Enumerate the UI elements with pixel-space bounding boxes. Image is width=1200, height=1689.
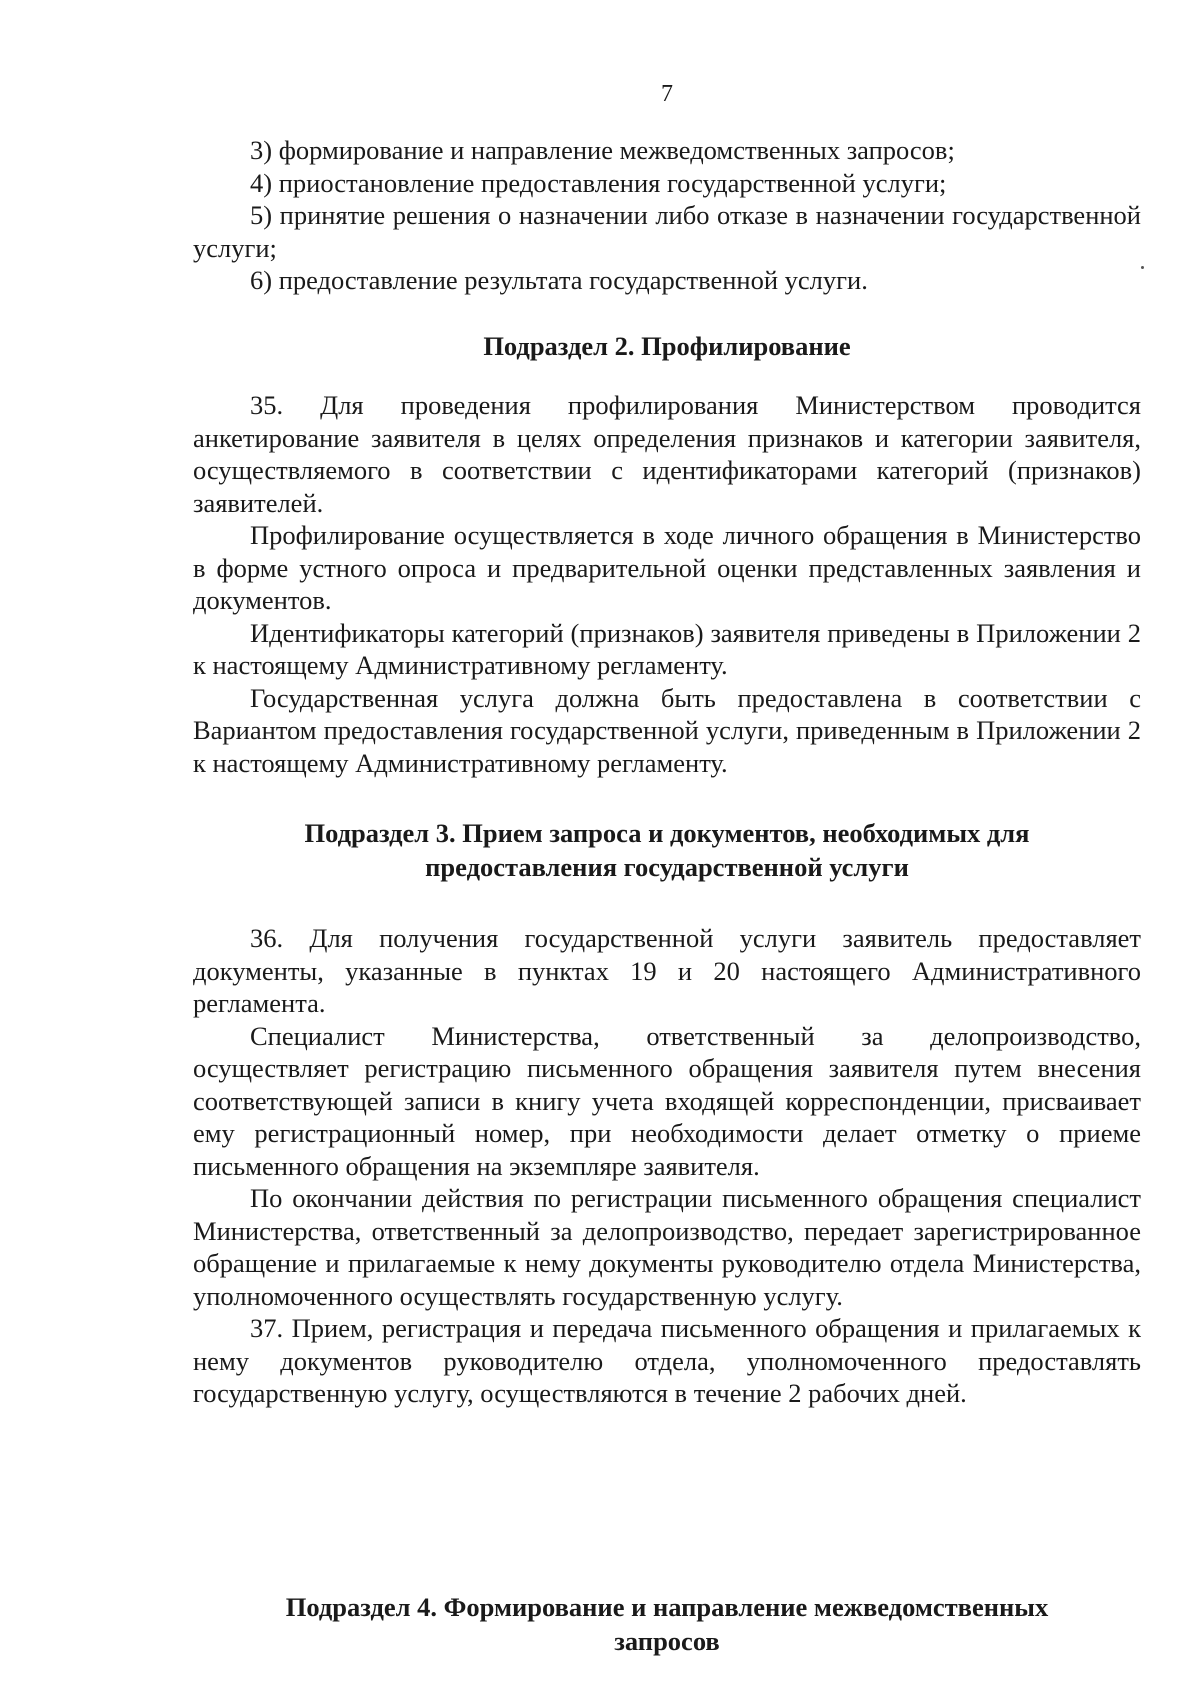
list-item: 5) принятие решения о назначении либо отказе в назначении государственной услуги; — [193, 200, 1141, 263]
procedure-list — [193, 134, 1141, 297]
subsection-4-heading — [193, 1590, 1141, 1658]
paragraph: Профилирование осуществляется в ходе личного обращения в Министерство в форме устного опроса и предварительной оценки представленных заявления и документов. — [193, 520, 1141, 615]
list-item: 4) приостановление предоставления государственной услуги; — [250, 167, 947, 198]
paragraph: 35. Для проведения профилирования Министерством проводится анкетирование заявителя в целях определения признаков и категории заявителя, осуществляемого в соответствии с идентификаторами категорий (признаков) заявителей. — [193, 390, 1141, 518]
subsection-2-heading — [193, 329, 1141, 363]
paragraph: По окончании действия по регистрации письменного обращения специалист Министерства, ответственный за делопроизводство, передает зарегистрированное обращение и прилагаемые к нему документы руководителю отдела Министерства, уполномоченного осуществлять государственную услугу. — [193, 1183, 1141, 1311]
paragraph: Государственная услуга должна быть предоставлена в соответствии с Вариантом предоставления государственной услуги, приведенным в Приложении 2 к настоящему Административному регламенту. — [193, 682, 1141, 778]
subsection-3-title-line-1: Подраздел 3. Прием запроса и документов, необходимых для — [304, 818, 1030, 848]
list-item: 3) формирование и направление межведомственных запросов; — [250, 135, 955, 165]
page-number: 7 — [661, 81, 673, 107]
paragraph: Специалист Министерства, ответственный за делопроизводство, осуществляет регистрацию письменного обращения заявителя путем внесения соответствующей записи в книгу учета входящей корреспонденции, присваивает ему регистрационный номер, при необходимости делает отметку о приеме письменного обращения на экземпляре заявителя. — [193, 1020, 1141, 1181]
subsection-3-body — [193, 922, 1141, 1410]
subsection-2-body — [193, 389, 1141, 779]
paragraph: 36. Для получения государственной услуги заявитель предоставляет документы, указанные в пунктах 19 и 20 настоящего Административного регламента. — [193, 923, 1141, 1018]
subsection-4-title-line-1: Подраздел 4. Формирование и направление межведомственных — [285, 1592, 1049, 1622]
subsection-3-title-line-2: предоставления государственной услуги — [425, 852, 909, 882]
subsection-3-heading — [193, 816, 1141, 884]
paragraph: 37. Прием, регистрация и передача письменного обращения и прилагаемых к нему документов руководителю отдела, уполномоченного предоставлять государственную услугу, осуществляются в течение 2 рабочих дней. — [193, 1313, 1141, 1408]
paragraph: Идентификаторы категорий (признаков) заявителя приведены в Приложении 2 к настоящему Административному регламенту. — [193, 617, 1141, 680]
subsection-4-title-line-2: запросов — [614, 1626, 720, 1656]
scan-speck — [1141, 266, 1144, 269]
subsection-2-title: Подраздел 2. Профилирование — [483, 331, 851, 361]
list-item: 6) предоставление результата государственной услуги. — [250, 265, 868, 295]
